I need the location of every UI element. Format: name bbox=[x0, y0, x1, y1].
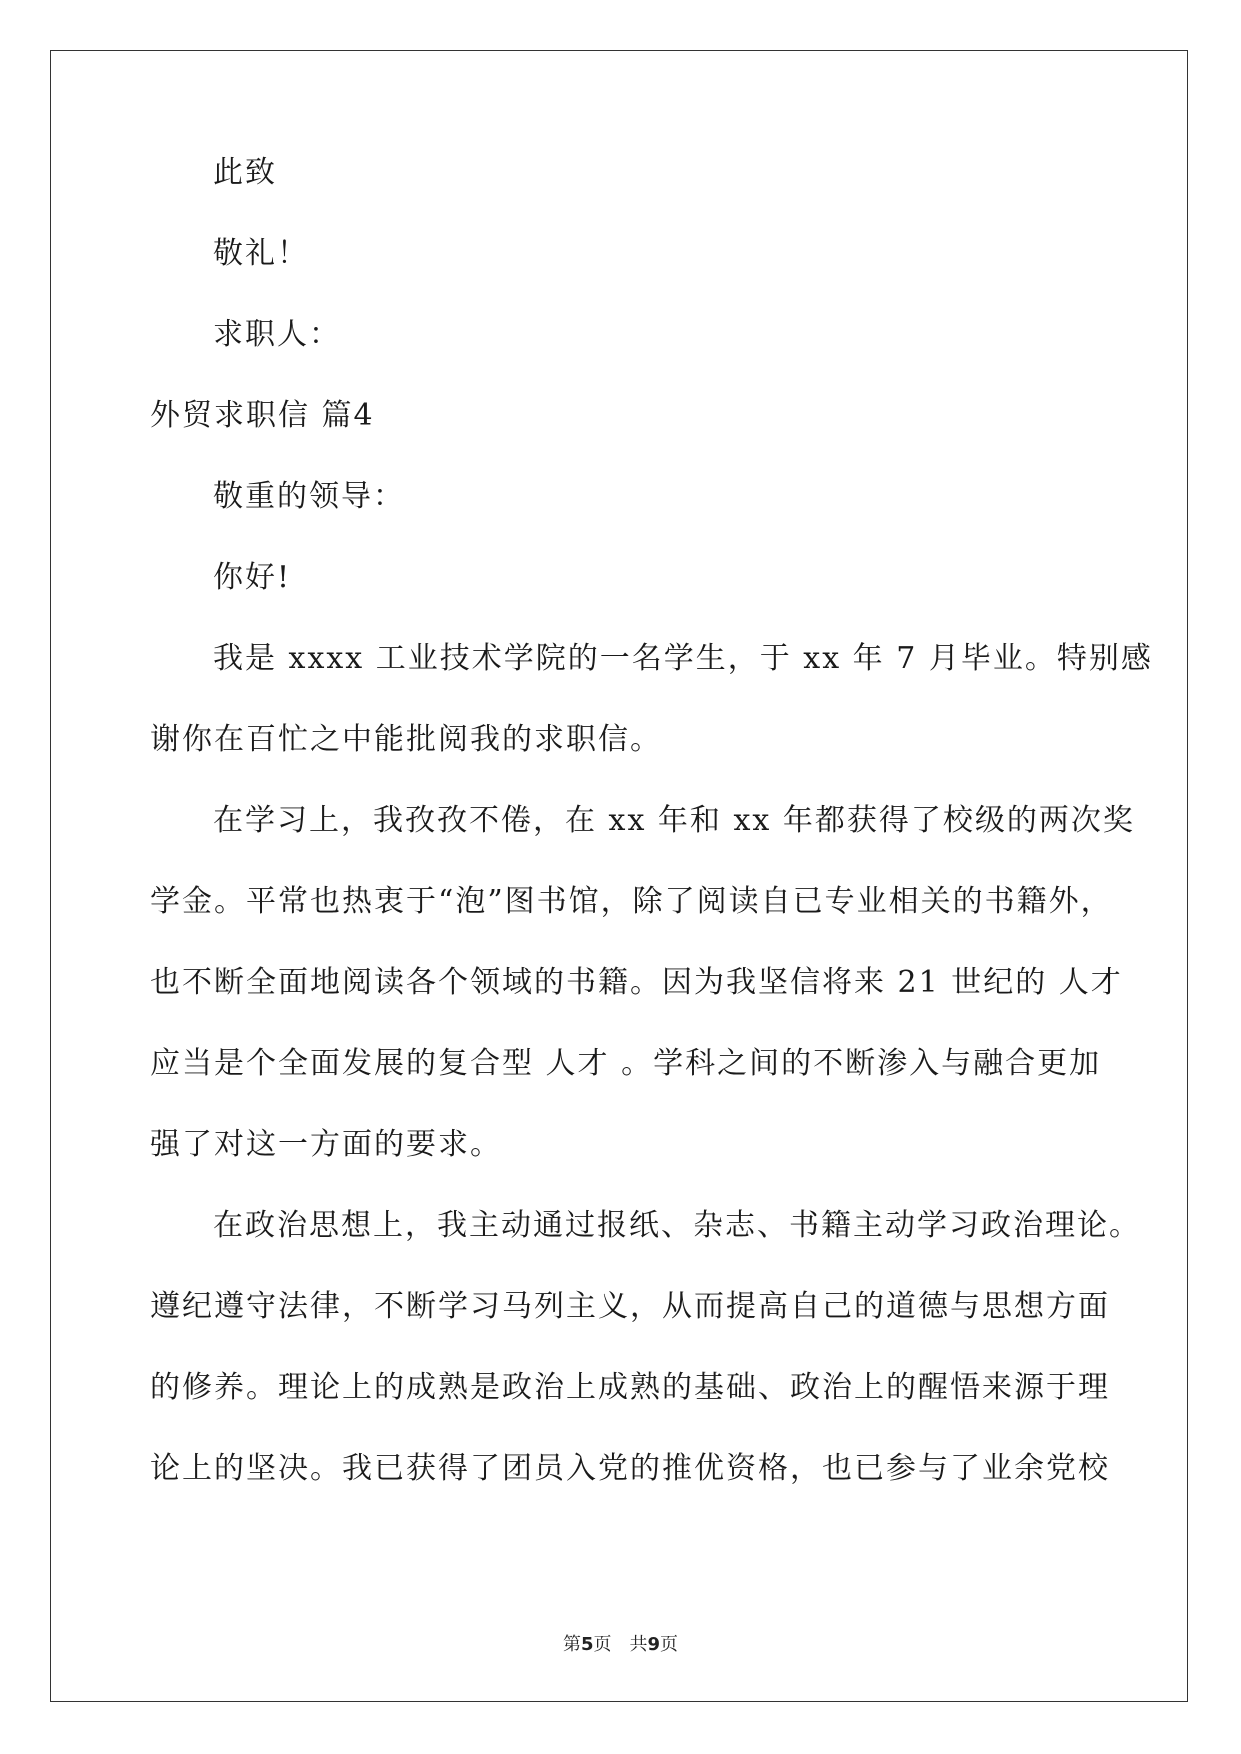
paragraph-line: 我是 xxxx 工业技术学院的一名学生，于 xx 年 7 月毕业。特别感 bbox=[213, 641, 1153, 676]
total-prefix: 共 bbox=[629, 1634, 648, 1655]
page-footer bbox=[0, 1633, 1241, 1657]
paragraph-line: 在学习上，我孜孜不倦，在 xx 年和 xx 年都获得了校级的两次奖 bbox=[213, 803, 1135, 838]
signature-label: 求职人： bbox=[213, 317, 341, 352]
greeting-recipient: 敬重的领导： bbox=[213, 479, 405, 514]
paragraph-line: 遵纪遵守法律，不断学习马列主义，从而提高自己的道德与思想方面 bbox=[150, 1289, 1110, 1324]
total-suffix: 页 bbox=[660, 1634, 679, 1655]
total-page-count: 9 bbox=[647, 1634, 661, 1655]
paragraph-line: 学金。平常也热衷于“泡”图书馆，除了阅读自已专业相关的书籍外， bbox=[150, 884, 1113, 919]
paragraph-line: 论上的坚决。我已获得了团员入党的推优资格，也已参与了业余党校 bbox=[150, 1451, 1110, 1486]
page-prefix: 第 bbox=[562, 1634, 581, 1655]
paragraph-line: 的修养。理论上的成熟是政治上成熟的基础、政治上的醒悟来源于理 bbox=[150, 1370, 1110, 1405]
paragraph-line: 谢你在百忙之中能批阅我的求职信。 bbox=[150, 722, 662, 757]
paragraph-line: 也不断全面地阅读各个领域的书籍。因为我坚信将来 21 世纪的 人才 bbox=[150, 965, 1123, 1000]
section-heading: 外贸求职信 篇4 bbox=[150, 398, 375, 433]
paragraph-line: 强了对这一方面的要求。 bbox=[150, 1127, 502, 1162]
greeting-hello: 你好! bbox=[213, 560, 292, 595]
closing-regards: 敬礼！ bbox=[213, 236, 309, 271]
paragraph-line: 在政治思想上，我主动通过报纸、杂志、书籍主动学习政治理论。 bbox=[213, 1208, 1141, 1243]
closing-salutation: 此致 bbox=[213, 155, 277, 190]
current-page-number: 5 bbox=[580, 1634, 594, 1655]
paragraph-line: 应当是个全面发展的复合型 人才 。学科之间的不断渗入与融合更加 bbox=[150, 1046, 1102, 1081]
page-suffix: 页 bbox=[593, 1634, 612, 1655]
